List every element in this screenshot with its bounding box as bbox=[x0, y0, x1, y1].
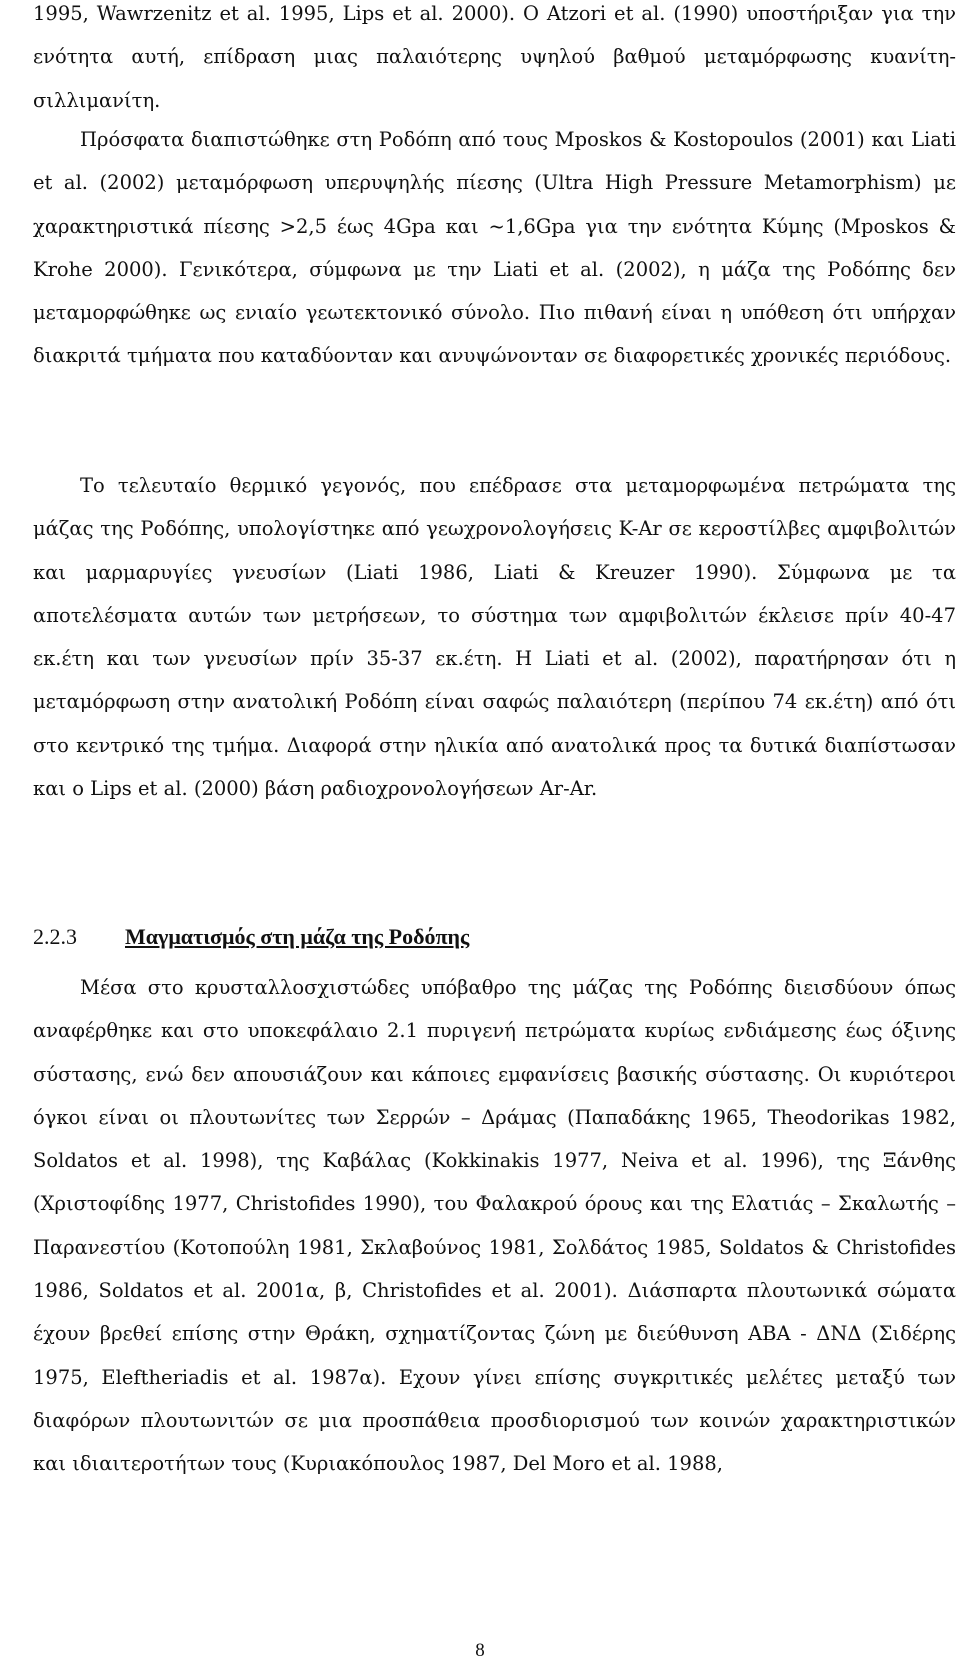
paragraph-magmatism: Μέσα στο κρυσταλλοσχιστώδες υπόβαθρο της μάζας της Ροδόπης διεισδύουν όπως αναφέρθηκε και στο υποκεφάλαιο 2.1 πυριγενή πετρώματα κυρίως ενδιάμεσης έως όξινης σύστασης, ενώ δεν απουσιάζουν και κάποιες εμφανίσεις βασικής σύστασης. Οι κυριότεροι όγκοι είναι οι πλουτωνίτες των Σερρών – Δράμας (Παπαδάκης 1965, Theodorikas 1982, Soldatos et al. 1998), της Καβάλας (Kokkinakis 1977, Neiva et al. 1996), της Ξάνθης (Χριστοφίδης 1977, Christofides 1990), του Φαλακρού όρους και της Ελατιάς – Σκαλωτής – Παρανεστίου (Κοτοπούλη 1981, Σκλαβούνος 1981, Σολδάτος 1985, Soldatos & Christofides 1986, Soldatos et al. 2001α, β, Christofides et al. 2001). Διάσπαρτα πλουτωνικά σώματα έχουν βρεθεί επίσης στην Θράκη, σχηματίζοντας ζώνη με διεύθυνση ΑΒΑ - ΔΝΔ (Σιδέρης 1975, Eleftheriadis et al. 1987α). Εχουν γίνει επίσης συγκριτικές μελέτες μεταξύ των διαφόρων πλουτωνιτών σε μια προσπάθεια προσδιορισμού των κοινών χαρακτηριστικών και ιδιαιτεροτήτων τους (Κυριακόπουλος 1987, Del Moro et al. 1988, bbox=[33, 976, 956, 1476]
paragraph-thermal-event: Το τελευταίο θερμικό γεγονός, που επέδρασε στα μεταμορφωμένα πετρώματα της μάζας της Ροδόπης, υπολογίστηκε από γεωχρονολογήσεις K-Ar σε κεροστίλβες αμφιβολιτών και μαρμαρυγίες γνευσίων (Liati 1986, Liati & Kreuzer 1990). Σύμφωνα με τα αποτελέσματα αυτών των μετρήσεων, το σύστημα των αμφιβολιτών έκλεισε πρίν 40-47 εκ.έτη και των γνευσίων πρίν 35-37 εκ.έτη. Η Liati et al. (2002), παρατήρησαν ότι η μεταμόρφωση στην ανατολική Ροδόπη είναι σαφώς παλαιότερη (περίπου 74 εκ.έτη) από ότι στο κεντρικό της τμήμα. Διαφορά στην ηλικία από ανατολικά προς τα δυτικά διαπίστωσαν και ο Lips et al. (2000) βάση ραδιοχρονολογήσεων Ar-Ar. bbox=[33, 474, 956, 801]
paragraph-uhp-metamorphism: Πρόσφατα διαπιστώθηκε στη Ροδόπη από τους Mposkos & Kostopoulos (2001) και Liati et al. (2002) μεταμόρφωση υπερυψηλής πίεσης (Ultra High Pressure Metamorphism) με χαρακτηριστικά πίεσης >2,5 έως 4Gpa και ~1,6Gpa για την ενότητα Κύμης (Mposkos & Krohe 2000). Γενικότερα, σύμφωνα με την Liati et al. (2002), η μάζα της Ροδόπης δεν μεταμορφώθηκε ως ενιαίο γεωτεκτονικό σύνολο. Πιο πιθανή είναι η υπόθεση ότι υπήρχαν διακριτά τμήματα που καταδύονταν και ανυψώνονταν σε διαφορετικές χρονικές περιόδους. bbox=[33, 128, 956, 368]
paragraph-intro-continuation: 1995, Wawrzenitz et al. 1995, Lips et al. 2000). Ο Atzori et al. (1990) υποστήριξαν για την ενότητα αυτή, επίδραση μιας παλαιότερης υψηλού βαθμού μεταμόρφωσης κυανίτη-σιλλιμανίτη. bbox=[33, 2, 956, 112]
section-heading bbox=[33, 924, 933, 960]
section-title: Μαγματισμός στη μάζα της Ροδόπης bbox=[125, 924, 470, 949]
page-number: 8 bbox=[475, 1640, 485, 1661]
section-number: 2.2.3 bbox=[33, 924, 77, 949]
